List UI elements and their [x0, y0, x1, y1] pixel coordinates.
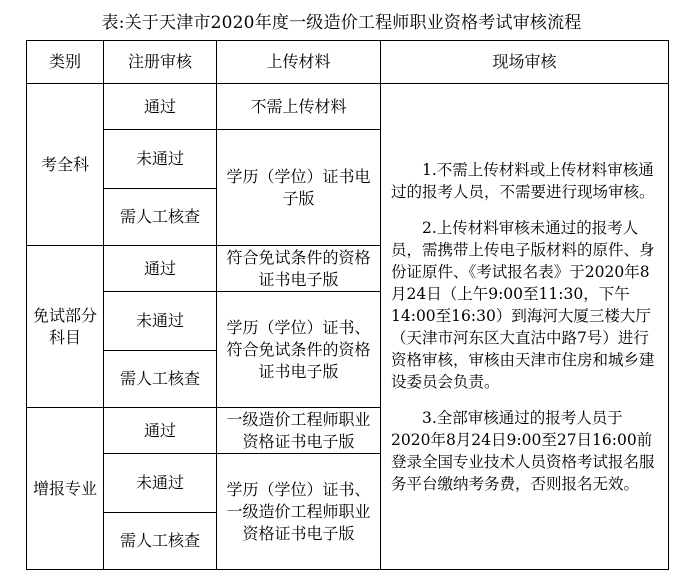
material-text: 一级造价工程师职业资格证书电子版: [226, 409, 371, 451]
review-status-cell: 需人工核查: [104, 351, 217, 408]
material-text: 学历（学位）证书、符合免试条件的资格证书电子版: [226, 317, 371, 381]
review-status-cell: 未通过: [104, 130, 217, 189]
header-upload-materials: 上传材料: [217, 41, 381, 84]
category-cell: [27, 84, 104, 246]
review-status-cell: 未通过: [104, 454, 217, 513]
category-cell: [27, 246, 104, 408]
header-registration-review: 注册审核: [104, 41, 217, 84]
review-status-cell: 未通过: [104, 292, 217, 351]
review-status-cell: 通过: [104, 84, 217, 130]
category-label: 增报专业: [32, 478, 97, 498]
onsite-paragraph: 2.上传材料审核未通过的报考人员，需携带上传电子版材料的原件、身份证原件、《考试报名表》于2020年8月24日（上午9:00至11:30，下午14:00至16:30）到海河大厦三楼大厅（天津市河东区大直沽中路7号）进行资格审核，审核由天津市住房和城乡建设委员会负责。: [391, 218, 655, 391]
category-label: 考全科: [40, 154, 89, 174]
material-cell: [217, 408, 381, 454]
material-cell: [217, 292, 381, 408]
onsite-paragraph: 1.不需上传材料或上传材料审核通过的报考人员，不需要进行现场审核。: [391, 160, 655, 201]
header-category: 类别: [27, 41, 104, 84]
category-label: 免试部分科目: [32, 305, 97, 347]
material-text: 符合免试条件的资格证书电子版: [226, 247, 371, 289]
onsite-paragraph: 3.全部审核通过的报考人员于2020年8月24日9:00至27日16:00前登录全国专业技术人员资格考试报名服务平台缴纳考务费，否则报名无效。: [391, 408, 655, 493]
review-status-cell: 需人工核查: [104, 513, 217, 570]
header-row: [27, 41, 669, 84]
material-cell: [217, 246, 381, 292]
table-title: 表:关于天津市2020年度一级造价工程师职业资格考试审核流程: [101, 13, 582, 33]
review-status-cell: 通过: [104, 408, 217, 454]
material-text: 学历（学位）证书电子版: [226, 166, 371, 208]
review-status-cell: 需人工核查: [104, 189, 217, 246]
material-cell: [217, 84, 381, 130]
onsite-review-cell: [381, 84, 669, 570]
material-text: 不需上传材料: [250, 96, 347, 116]
material-cell: [217, 454, 381, 570]
table-row: [27, 84, 669, 130]
review-status-cell: 通过: [104, 246, 217, 292]
category-cell: [27, 408, 104, 570]
material-cell: [217, 130, 381, 246]
header-onsite-review: 现场审核: [381, 41, 669, 84]
material-text: 学历（学位）证书、一级造价工程师职业资格证书电子版: [226, 479, 371, 543]
review-process-table: [26, 40, 669, 570]
